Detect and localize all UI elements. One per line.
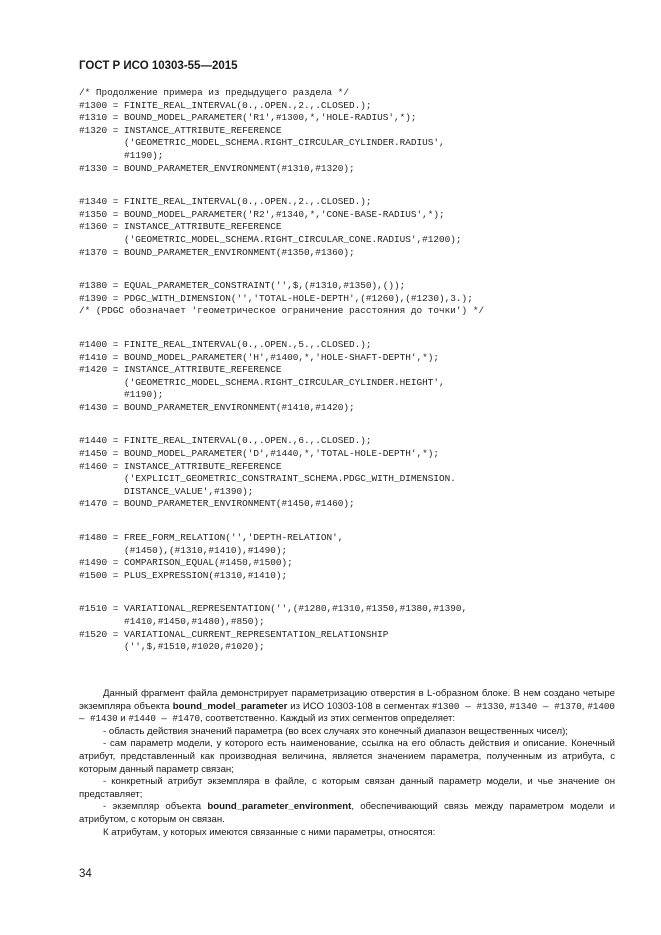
code-line: #1190);	[79, 389, 164, 401]
segment-range: #1340 — #1370	[509, 700, 582, 712]
entity-name: bound_parameter_environment	[207, 801, 352, 813]
block-gap	[79, 511, 484, 532]
code-line: #1410,#1450,#1480),#850);	[79, 616, 265, 627]
list-item: - область действия значений параметра (во всех случаях это конечный диапазон вещественных чисел);	[103, 725, 568, 737]
code-line: DISTANCE_VALUE',#1390);	[79, 485, 254, 497]
code-line: #1430 = BOUND_PARAMETER_ENVIRONMENT(#1410,#1420);	[79, 401, 355, 413]
code-line: #1300 = FINITE_REAL_INTERVAL(0.,.OPEN.,2.,.CLOSED.);	[79, 99, 372, 111]
code-line: #1380 = EQUAL_PARAMETER_CONSTRAINT('',$,(#1310,#1350),());	[79, 280, 406, 292]
code-line: #1400 = FINITE_REAL_INTERVAL(0.,.OPEN.,5.,.CLOSED.);	[79, 338, 372, 350]
code-line: #1320 = INSTANCE_ATTRIBUTE_REFERENCE	[79, 124, 282, 136]
code-line: #1350 = BOUND_MODEL_PARAMETER('R2',#1340,*,'CONE-BASE-RADIUS',*);	[79, 208, 445, 220]
list-item: - конкретный атрибут экземпляра в файле, с которым связан данный параметр модели, и чье значение он представляет;	[79, 776, 615, 800]
intro-paragraph: Данный фрагмент файла демонстрирует параметризацию отверстия в L-образном блоке. В нем создано четыре экземпляра объекта bound_model_parameter из ИСО 10303-108 в сегментах #1300 — #1330, #1340 — #1370, #1400 — #1430 и #1440 — #1470, соответственно. Каждый из этих сегментов определяет:	[79, 688, 615, 725]
code-line: /* (PDGC обозначает 'геометрическое ограничение расстояния до точки') */	[79, 305, 485, 317]
segment-range: #1400 — #1430	[79, 700, 615, 725]
body-text	[79, 688, 615, 839]
code-line: ('',$,#1510,#1020,#1020);	[79, 641, 265, 653]
code-line: #1500 = PLUS_EXPRESSION(#1310,#1410);	[79, 569, 288, 581]
block-gap	[79, 318, 484, 339]
code-line: ('GEOMETRIC_MODEL_SCHEMA.RIGHT_CIRCULAR_CONE.RADIUS',#1200);	[79, 233, 462, 245]
code-line: #1440 = FINITE_REAL_INTERVAL(0.,.OPEN.,6.,.CLOSED.);	[79, 435, 372, 447]
entity-name: bound_model_parameter	[172, 700, 288, 712]
page-number: 34	[79, 868, 92, 880]
block-gap	[79, 259, 484, 280]
code-line: #1520 = VARIATIONAL_CURRENT_REPRESENTATION_RELATIONSHIP	[79, 628, 389, 640]
block-gap	[79, 175, 484, 196]
code-line: #1420 = INSTANCE_ATTRIBUTE_REFERENCE	[79, 364, 282, 376]
code-line: #1390 = PDGC_WITH_DIMENSION('','TOTAL-HOLE-DEPTH',(#1260),(#1230),3.);	[79, 292, 473, 304]
code-line: #1340 = FINITE_REAL_INTERVAL(0.,.OPEN.,2.,.CLOSED.);	[79, 196, 372, 208]
code-line: #1460 = INSTANCE_ATTRIBUTE_REFERENCE	[79, 460, 282, 472]
closing-paragraph: К атрибутам, у которых имеются связанные с ними параметры, относятся:	[103, 826, 436, 838]
code-line: #1470 = BOUND_PARAMETER_ENVIRONMENT(#1450,#1460);	[79, 498, 355, 510]
code-line: #1370 = BOUND_PARAMETER_ENVIRONMENT(#1350,#1360);	[79, 246, 355, 258]
code-line: #1330 = BOUND_PARAMETER_ENVIRONMENT(#1310,#1320);	[79, 162, 355, 174]
segment-range: #1440 — #1470	[128, 713, 200, 725]
code-line: #1450 = BOUND_MODEL_PARAMETER('D',#1440,*,'TOTAL-HOLE-DEPTH',*);	[79, 448, 440, 460]
list-item: - экземпляр объекта bound_parameter_environment, обеспечивающий связь между параметром модели и атрибутом, с которым он связан.	[79, 801, 615, 825]
code-line: ('GEOMETRIC_MODEL_SCHEMA.RIGHT_CIRCULAR_CYLINDER.HEIGHT',	[79, 376, 445, 388]
list-item: - сам параметр модели, у которого есть наименование, ссылка на его область действия и описание. Конечный атрибут, представленный как производная величина, является значением параметра, полученным из атрибута, с которым данный параметр связан;	[79, 738, 615, 775]
code-line: #1410 = BOUND_MODEL_PARAMETER('H',#1400,*,'HOLE-SHAFT-DEPTH',*);	[79, 351, 440, 363]
document-header: ГОСТ Р ИСО 10303-55—2015	[79, 60, 238, 72]
segment-range: #1300 — #1330	[431, 700, 505, 712]
code-line: #1310 = BOUND_MODEL_PARAMETER('R1',#1300,*,'HOLE-RADIUS',*);	[79, 112, 417, 124]
code-line: (#1450),(#1310,#1410),#1490);	[79, 544, 288, 556]
code-line: #1190);	[79, 149, 164, 161]
code-line: #1510 = VARIATIONAL_REPRESENTATION('',(#1280,#1310,#1350,#1380,#1390,	[79, 603, 468, 615]
code-line: #1360 = INSTANCE_ATTRIBUTE_REFERENCE	[79, 221, 282, 233]
code-line: #1490 = COMPARISON_EQUAL(#1450,#1500);	[79, 557, 293, 569]
code-line: ('GEOMETRIC_MODEL_SCHEMA.RIGHT_CIRCULAR_CYLINDER.RADIUS',	[79, 137, 445, 149]
code-line: /* Продолжение примера из предыдущего раздела */	[79, 87, 350, 98]
block-gap	[79, 414, 484, 435]
code-listing	[79, 87, 484, 654]
block-gap	[79, 582, 484, 603]
code-line: ('EXPLICIT_GEOMETRIC_CONSTRAINT_SCHEMA.PDGC_WITH_DIMENSION.	[79, 473, 456, 485]
code-line: #1480 = FREE_FORM_RELATION('','DEPTH-RELATION',	[79, 532, 344, 544]
